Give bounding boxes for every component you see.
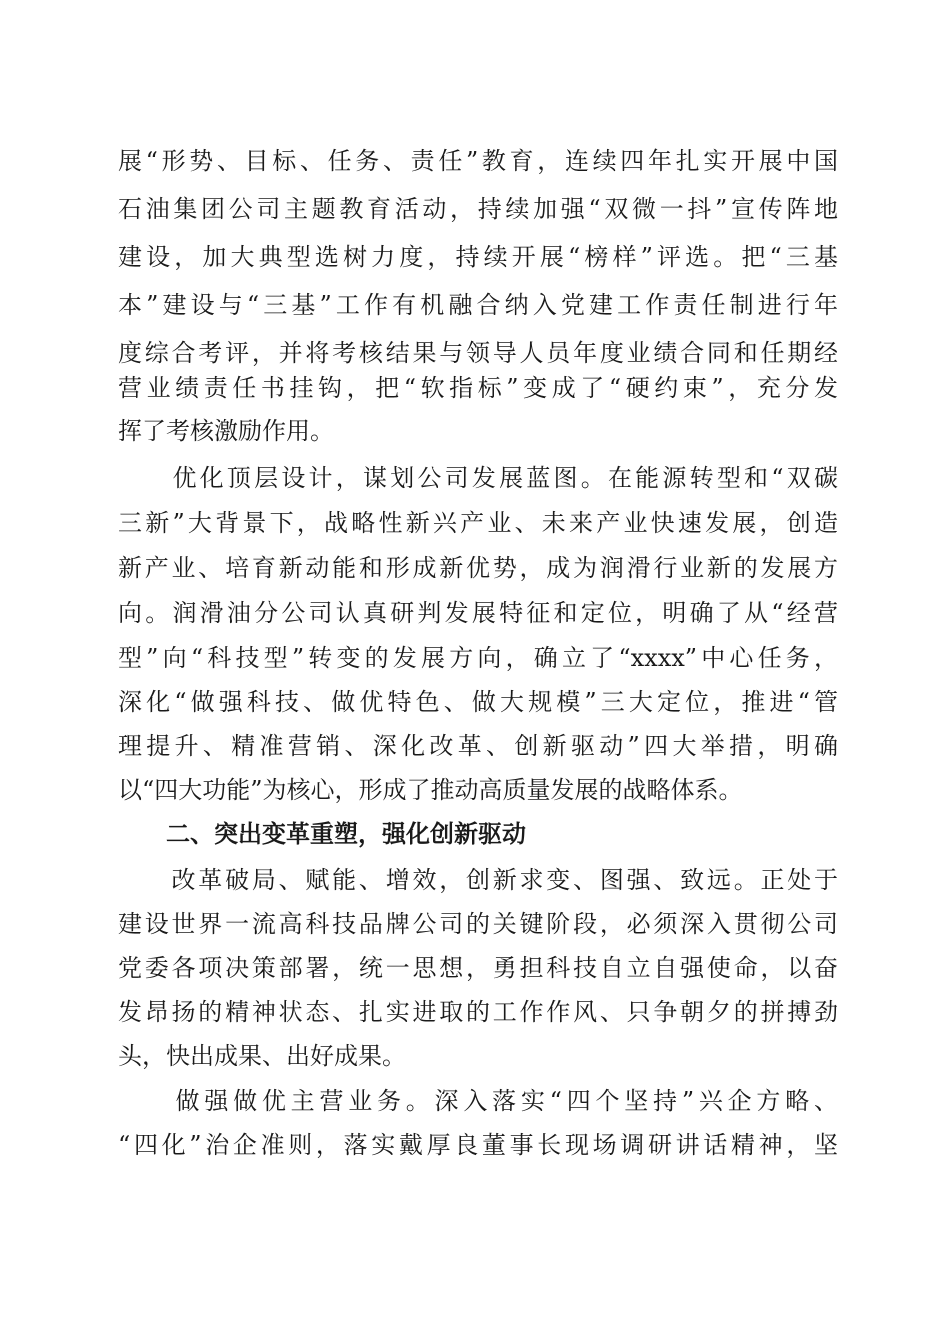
text-line: 优化顶层设计，谋划公司发展蓝图。在能源转型和“双碳	[118, 464, 838, 492]
text-line: 做强做优主营业务。深入落实“四个坚持”兴企方略、	[118, 1087, 838, 1115]
text-line: 挥了考核激励作用。	[118, 417, 334, 445]
text-line: 改革破局、赋能、增效，创新求变、图强、致远。正处于	[118, 866, 838, 894]
text-line: 党委各项决策部署，统一思想，勇担科技自立自强使命，以奋	[118, 954, 838, 982]
text-line: 向。润滑油分公司认真研判发展特征和定位，明确了从“经营	[118, 599, 838, 627]
text-line: “四化”治企准则，落实戴厚良董事长现场调研讲话精神，坚	[118, 1131, 838, 1159]
text-line: 建设，加大典型选树力度，持续开展“榜样”评选。把“三基	[118, 243, 838, 271]
text-line: 深化“做强科技、做优特色、做大规模”三大定位，推进“管	[118, 688, 838, 716]
text-line: 本”建设与“三基”工作有机融合纳入党建工作责任制进行年	[118, 291, 838, 319]
text-line: 新产业、培育新动能和形成新优势，成为润滑行业新的发展方	[118, 554, 838, 582]
text-line: 三新”大背景下，战略性新兴产业、未来产业快速发展，创造	[118, 509, 838, 537]
text-line: 以“四大功能”为核心，形成了推动高质量发展的战略体系。	[118, 776, 743, 804]
text-line: 展“形势、目标、任务、责任”教育，连续四年扎实开展中国	[118, 147, 838, 175]
text-line: 发昂扬的精神状态、扎实进取的工作作风、只争朝夕的拼搏劲	[118, 998, 838, 1026]
text-line: 头，快出成果、出好成果。	[118, 1042, 406, 1070]
text-line: 石油集团公司主题教育活动，持续加强“双微一抖”宣传阵地	[118, 195, 838, 223]
text-line: 型”向“科技型”转变的发展方向，确立了“xxxx”中心任务，	[118, 644, 838, 672]
section-heading: 二、突出变革重塑，强化创新驱动	[118, 820, 526, 848]
text-line: 建设世界一流高科技品牌公司的关键阶段，必须深入贯彻公司	[118, 910, 838, 938]
text-line: 营业绩责任书挂钩，把“软指标”变成了“硬约束”，充分发	[118, 374, 838, 402]
text-line: 理提升、精准营销、深化改革、创新驱动”四大举措，明确	[118, 732, 838, 760]
text-line: 度综合考评，并将考核结果与领导人员年度业绩合同和任期经	[118, 339, 838, 367]
